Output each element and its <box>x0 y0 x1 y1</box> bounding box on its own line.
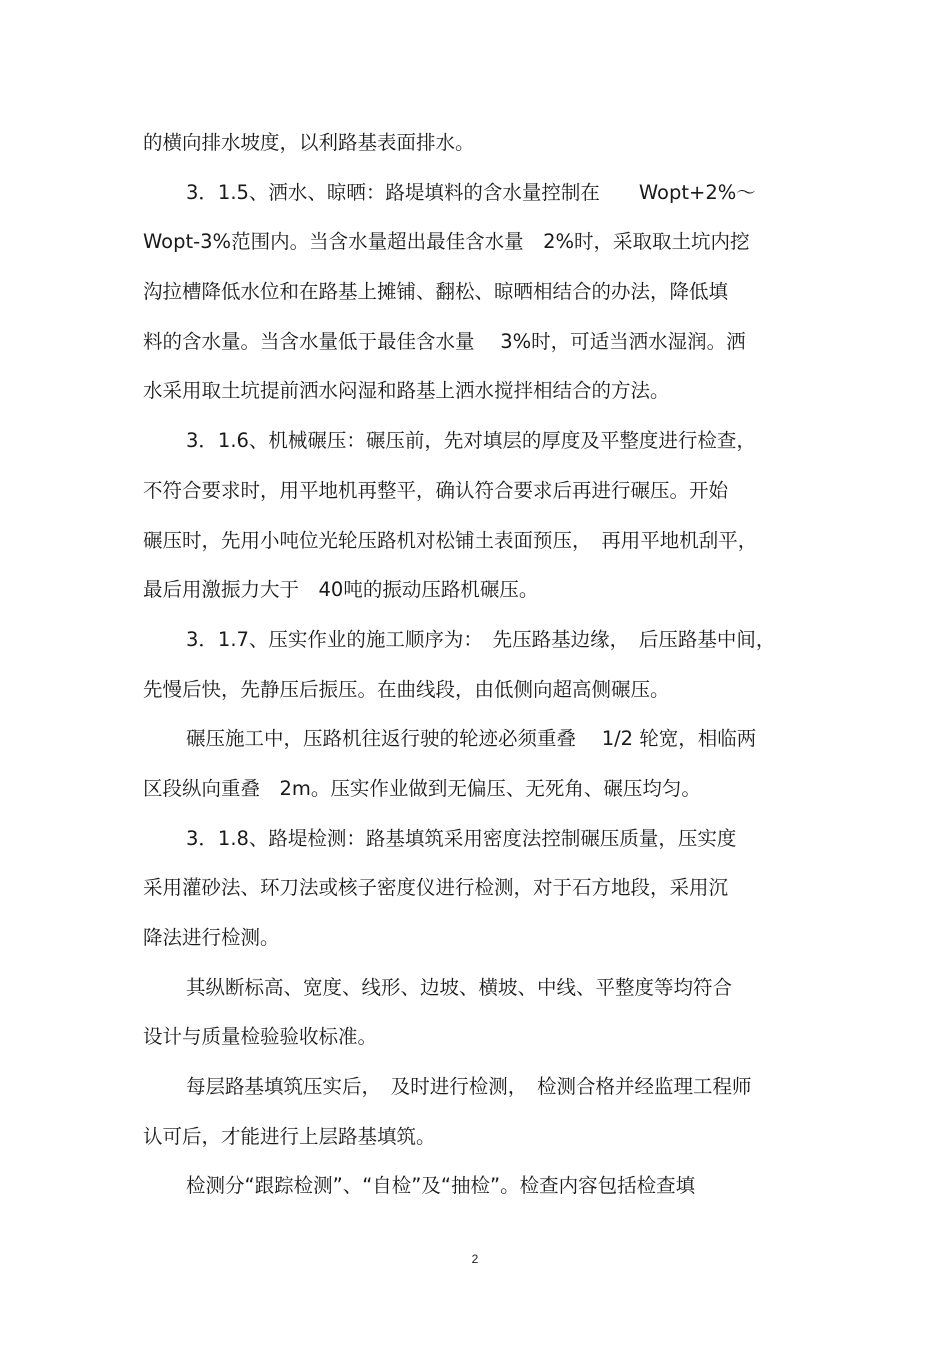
body-text <box>143 118 813 1211</box>
text-line: 其纵断标高、宽度、线形、边坡、横坡、中线、平整度等均符合 <box>186 975 733 999</box>
text-line: 3．1.6、机械碾压：碾压前，先对填层的厚度及平整度进行检查， <box>186 429 756 453</box>
text-line: 碾压时，先用小吨位光轮压路机对松铺土表面预压， 再用平地机刮平， <box>143 528 758 552</box>
text-line: 不符合要求时，用平地机再整平，确认符合要求后再进行碾压。开始 <box>143 478 729 502</box>
page-number: 2 <box>471 1252 479 1266</box>
text-line: 检测分“跟踪检测”、“自检”及“抽检”。检查内容包括检查填 <box>186 1174 696 1198</box>
text-line: 料的含水量。当含水量低于最佳含水量 3%时，可适当洒水湿润。洒 <box>143 329 746 353</box>
text-line: 采用灌砂法、环刀法或核子密度仪进行检测，对于石方地段，采用沉 <box>143 876 729 900</box>
text-line: 的横向排水坡度，以利路基表面排水。 <box>143 131 475 154</box>
text-line: 设计与质量检验验收标准。 <box>143 1025 378 1049</box>
text-line: 区段纵向重叠 2m。压实作业做到无偏压、无死角、碾压均匀。 <box>143 776 701 800</box>
text-line: 3．1.8、路堤检测：路基填筑采用密度法控制碾压质量，压实度 <box>186 826 737 850</box>
text-line: 沟拉槽降低水位和在路基上摊铺、翻松、晾晒相结合的办法，降低填 <box>143 280 729 304</box>
text-line: 先慢后快，先静压后振压。在曲线段，由低侧向超高侧碾压。 <box>143 677 670 701</box>
text-line: 每层路基填筑压实后， 及时进行检测， 检测合格并经监理工程师 <box>186 1075 752 1099</box>
text-line: 3．1.7、压实作业的施工顺序为： 先压路基边缘， 后压路基中间， <box>186 627 776 651</box>
text-line: 3．1.5、洒水、晾晒：路堤填料的含水量控制在 Wopt+2%～ <box>186 180 756 204</box>
text-line: 碾压施工中，压路机往返行驶的轮迹必须重叠 1/2 轮宽，相临两 <box>186 727 757 751</box>
text-line: 水采用取土坑提前洒水闷湿和路基上洒水搅拌相结合的方法。 <box>143 379 670 403</box>
text-line: Wopt-3%范围内。当含水量超出最佳含水量 2%时，采取取土坑内挖 <box>143 230 750 254</box>
text-line: 降法进行检测。 <box>143 926 280 949</box>
text-line: 认可后，才能进行上层路基填筑。 <box>143 1124 436 1148</box>
text-line: 最后用激振力大于 40吨的振动压路机碾压。 <box>143 578 539 602</box>
